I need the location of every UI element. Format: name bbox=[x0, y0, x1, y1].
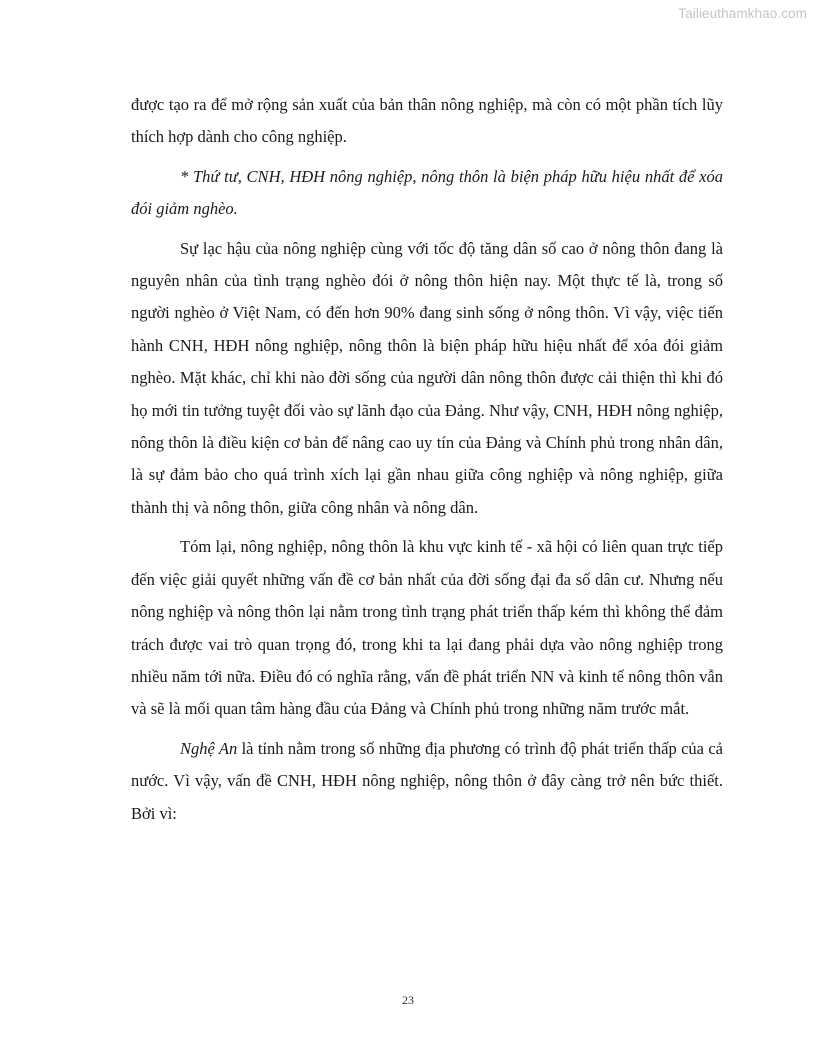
paragraph-poverty: Sự lạc hậu của nông nghiệp cùng với tốc độ tăng dân số cao ở nông thôn đang là nguyên nhân của tình trạng nghèo đói ở nông thôn hiện nay. Một thực tế là, trong số người nghèo ở Việt Nam, có đến hơn 90% đang sinh sống ở nông thôn. Vì vậy, việc tiến hành CNH, HĐH nông nghiệp, nông thôn là biện pháp hữu hiệu nhất để xóa đói giảm nghèo. Mặt khác, chỉ khi nào đời sống của người dân nông thôn được cải thiện thì khi đó họ mới tin tưởng tuyệt đối vào sự lãnh đạo của Đảng. Như vậy, CNH, HĐH nông nghiệp, nông thôn là điều kiện cơ bản để nâng cao uy tín của Đảng và Chính phủ trong nhân dân, là sự đảm bảo cho quá trình xích lại gần nhau giữa công nghiệp và nông nghiệp, giữa thành thị và nông thôn, giữa công nhân và nông dân. bbox=[131, 238, 723, 517]
watermark-text: Tailieuthamkhao.com bbox=[678, 6, 807, 21]
document-body bbox=[131, 89, 723, 837]
paragraph-nghe-an bbox=[131, 733, 723, 830]
paragraph-continuation: được tạo ra để mở rộng sản xuất của bản thân nông nghiệp, mà còn có một phần tích lũy thích hợp dành cho công nghiệp. bbox=[131, 95, 723, 147]
page-number: 23 bbox=[402, 993, 414, 1007]
paragraph-summary: Tóm lại, nông nghiệp, nông thôn là khu vực kinh tế - xã hội có liên quan trực tiếp đến việc giải quyết những vấn đề cơ bản nhất của đời sống đại đa số dân cư. Nhưng nếu nông nghiệp và nông thôn lại nằm trong tình trạng phát triển thấp kém thì không thể đảm trách được vai trò quan trọng đó, trong khi ta lại đang phải dựa vào nông nghiệp trong nhiều năm tới nữa. Điều đó có nghĩa rằng, vấn đề phát triển NN và kinh tế nông thôn vẫn và sẽ là mối quan tâm hàng đầu của Đảng và Chính phủ trong những năm trước mắt. bbox=[131, 537, 723, 719]
nghe-an-rest: là tỉnh nằm trong số những địa phương có trình độ phát triển thấp của cả nước. Vì vậy, vấn đề CNH, HĐH nông nghiệp, nông thôn ở đây càng trở nên bức thiết. Bởi vì: bbox=[131, 738, 723, 823]
section-heading-italic: * Thứ tư, CNH, HĐH nông nghiệp, nông thôn là biện pháp hữu hiệu nhất để xóa đói giảm nghèo. bbox=[131, 166, 723, 219]
nghe-an-italic: Nghệ An bbox=[180, 738, 238, 758]
